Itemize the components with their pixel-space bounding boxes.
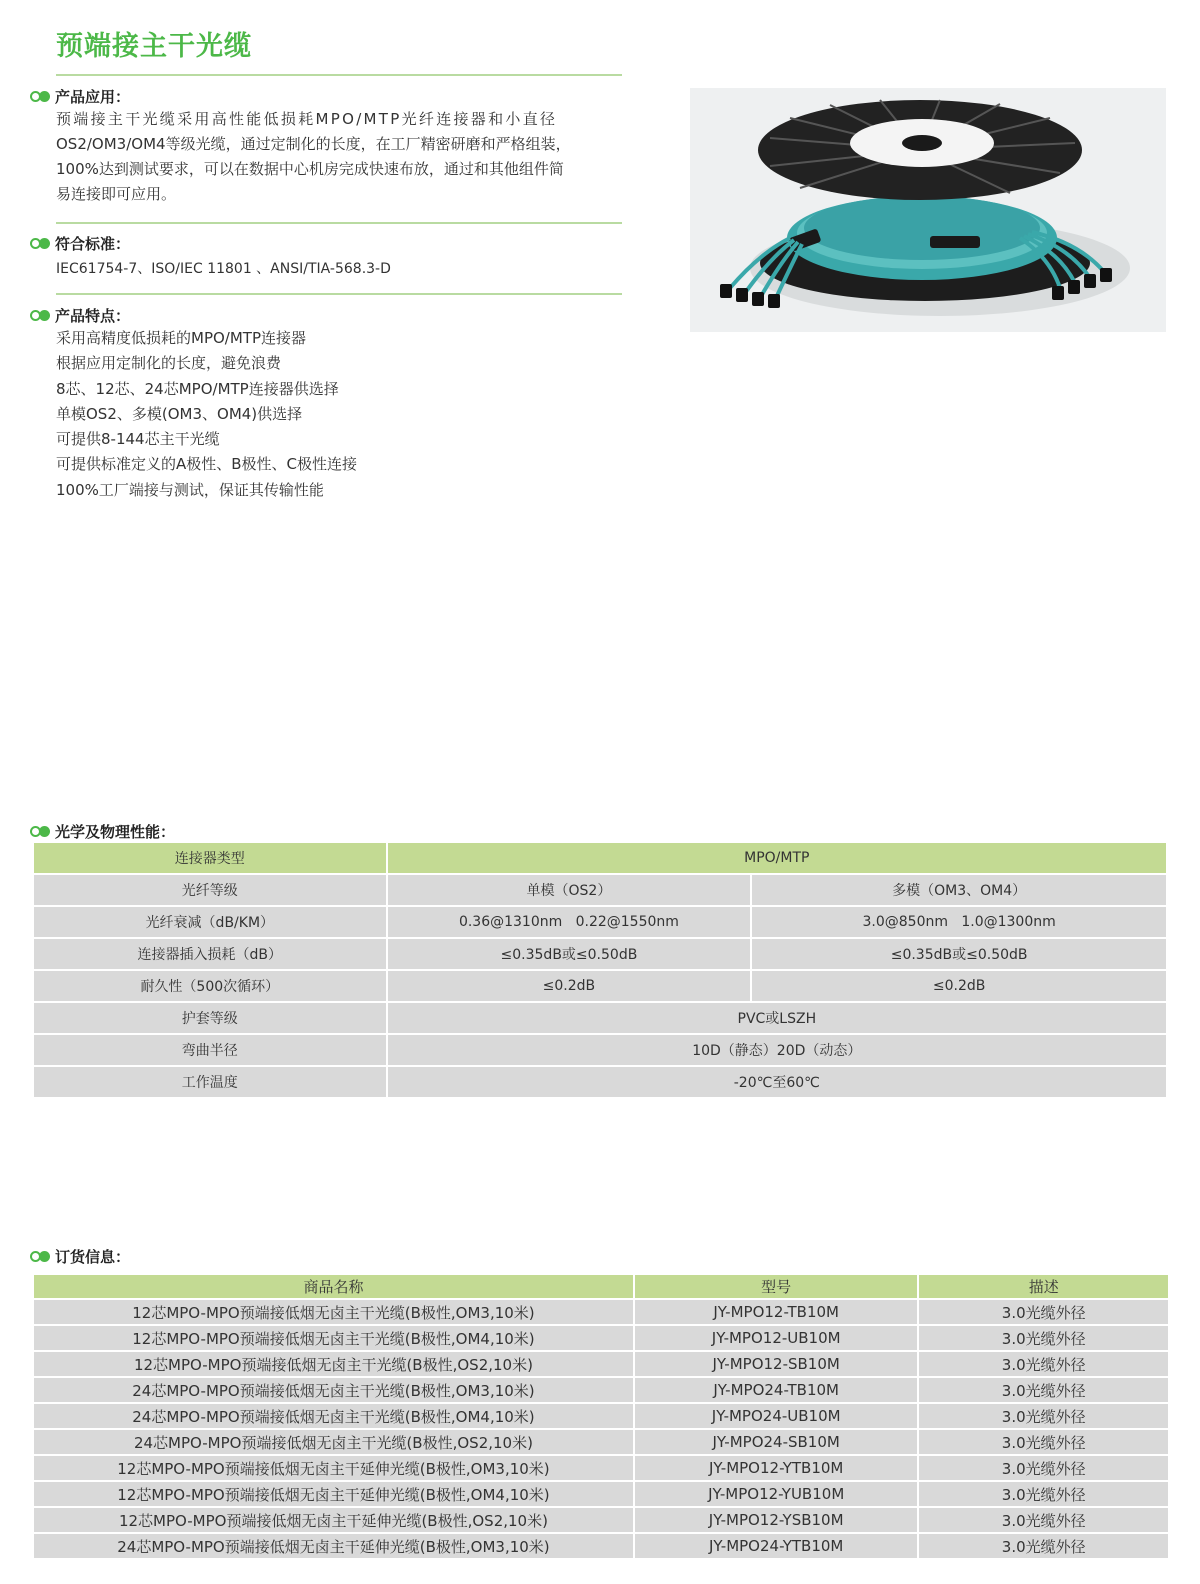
table-row [34,1035,1166,1065]
model-cell: JY-MPO12-SB10M [635,1352,918,1376]
table-cell: 多模（OM3、OM4） [752,875,1166,905]
section-heading-order [30,1246,130,1267]
table-cell: ≤0.35dB或≤0.50dB [752,939,1166,969]
row-label: 弯曲半径 [34,1035,386,1065]
cable-reel-image [690,88,1166,332]
section-heading-performance [30,821,175,842]
table-row [34,1534,1168,1558]
table-row [34,1003,1166,1033]
feature-item: 采用高精度低损耗的MPO/MTP连接器 [56,329,306,347]
table-cell: 10D（静态）20D（动态） [388,1035,1166,1065]
model-cell: JY-MPO12-YUB10M [635,1482,918,1506]
header-cell: 描述 [919,1275,1168,1298]
description-cell: 3.0光缆外径 [919,1352,1168,1376]
description-cell: 3.0光缆外径 [919,1482,1168,1506]
row-label: 连接器插入损耗（dB） [34,939,386,969]
description-cell: 3.0光缆外径 [919,1456,1168,1480]
description-cell: 3.0光缆外径 [919,1326,1168,1350]
feature-item: 根据应用定制化的长度，避免浪费 [56,354,282,373]
row-label: 光纤等级 [34,875,386,905]
divider [56,222,622,224]
feature-item: 单模OS2、多模(OM3、OM4)供选择 [56,404,303,423]
model-cell: JY-MPO12-TB10M [635,1300,918,1324]
table-cell: PVC或LSZH [388,1003,1166,1033]
table-cell: ≤0.2dB [388,971,751,1001]
table-cell: 单模（OS2） [388,875,751,905]
application-line: 预端接主干光缆采用高性能低损耗MPO/MTP光纤连接器和小直径 [56,110,558,128]
section-heading-label: 产品特点： [55,307,131,325]
section-heading-label: 光学及物理性能： [55,823,176,841]
model-cell: JY-MPO24-SB10M [635,1430,918,1454]
table-row [34,1430,1168,1454]
table-row [34,939,1166,969]
feature-item: 8芯、12芯、24芯MPO/MTP连接器供选择 [56,379,339,398]
performance-table [32,841,1168,1099]
description-cell: 3.0光缆外径 [919,1378,1168,1402]
section-heading-standards [30,233,130,254]
feature-item: 100%工厂端接与测试，保证其传输性能 [56,480,324,499]
product-name-cell: 24芯MPO-MPO预端接低烟无卤主干光缆(B极性,OM4,10米) [34,1404,633,1428]
section-heading-label: 符合标准： [55,235,131,253]
table-cell: ≤0.35dB或≤0.50dB [388,939,751,969]
row-label: 护套等级 [34,1003,386,1033]
section-heading-application [30,86,130,107]
model-cell: JY-MPO12-YTB10M [635,1456,918,1480]
model-cell: JY-MPO24-YTB10M [635,1534,918,1558]
divider [56,74,622,76]
product-name-cell: 12芯MPO-MPO预端接低烟无卤主干延伸光缆(B极性,OS2,10米) [34,1508,633,1532]
standards-text: IEC61754-7、ISO/IEC 11801 、ANSI/TIA-568.3-D [56,261,391,277]
model-cell: JY-MPO12-UB10M [635,1326,918,1350]
header-cell: 型号 [635,1275,918,1298]
bullet-dots-icon [30,91,50,102]
section-heading-label: 产品应用： [55,88,131,106]
table-row [34,1352,1168,1376]
description-cell: 3.0光缆外径 [919,1534,1168,1558]
application-text [56,107,636,207]
model-cell: JY-MPO24-UB10M [635,1404,918,1428]
description-cell: 3.0光缆外径 [919,1404,1168,1428]
table-row [34,1508,1168,1532]
table-row [34,1378,1168,1402]
table-row [34,907,1166,937]
application-line: 100%达到测试要求，可以在数据中心机房完成快速布放，通过和其他组件简 [56,160,564,178]
product-name-cell: 12芯MPO-MPO预端接低烟无卤主干光缆(B极性,OS2,10米) [34,1352,633,1376]
section-heading-label: 订货信息： [55,1248,131,1266]
description-cell: 3.0光缆外径 [919,1508,1168,1532]
bullet-dots-icon [30,1251,50,1262]
order-table [32,1273,1170,1560]
table-header-row [34,1275,1168,1298]
header-cell: 商品名称 [34,1275,633,1298]
product-photo [690,88,1166,332]
row-label: 光纤衰减（dB/KM） [34,907,386,937]
bullet-dots-icon [30,238,50,249]
model-cell: JY-MPO12-YSB10M [635,1508,918,1532]
header-cell: 连接器类型 [34,843,386,873]
table-row [34,971,1166,1001]
row-label: 耐久性（500次循环） [34,971,386,1001]
product-name-cell: 24芯MPO-MPO预端接低烟无卤主干光缆(B极性,OS2,10米) [34,1430,633,1454]
header-cell: MPO/MTP [388,843,1166,873]
product-name-cell: 24芯MPO-MPO预端接低烟无卤主干光缆(B极性,OM3,10米) [34,1378,633,1402]
bullet-dots-icon [30,310,50,321]
table-row [34,1482,1168,1506]
product-name-cell: 12芯MPO-MPO预端接低烟无卤主干光缆(B极性,OM4,10米) [34,1326,633,1350]
table-row [34,1456,1168,1480]
divider [56,293,622,295]
table-header-row [34,843,1166,873]
product-name-cell: 12芯MPO-MPO预端接低烟无卤主干延伸光缆(B极性,OM4,10米) [34,1482,633,1506]
model-cell: JY-MPO24-TB10M [635,1378,918,1402]
table-row [34,1326,1168,1350]
feature-item: 可提供8-144芯主干光缆 [56,430,220,449]
product-name-cell: 12芯MPO-MPO预端接低烟无卤主干延伸光缆(B极性,OM3,10米) [34,1456,633,1480]
product-name-cell: 12芯MPO-MPO预端接低烟无卤主干光缆(B极性,OM3,10米) [34,1300,633,1324]
section-heading-features [30,305,130,326]
product-name-cell: 24芯MPO-MPO预端接低烟无卤主干延伸光缆(B极性,OM3,10米) [34,1534,633,1558]
row-label: 工作温度 [34,1067,386,1097]
table-cell: ≤0.2dB [752,971,1166,1001]
table-row [34,1067,1166,1097]
application-line: OS2/OM3/OM4等级光缆，通过定制化的长度，在工厂精密研磨和严格组装， [56,135,571,153]
bullet-dots-icon [30,826,50,837]
description-cell: 3.0光缆外径 [919,1300,1168,1324]
features-list [56,326,357,503]
table-cell: 3.0@850nm 1.0@1300nm [752,907,1166,937]
description-cell: 3.0光缆外径 [919,1430,1168,1454]
page-title: 预端接主干光缆 [56,31,252,62]
table-cell: 0.36@1310nm 0.22@1550nm [388,907,751,937]
table-row [34,875,1166,905]
table-row [34,1300,1168,1324]
application-line: 易连接即可应用。 [56,185,177,203]
table-cell: -20℃至60℃ [388,1067,1166,1097]
feature-item: 可提供标准定义的A极性、B极性、C极性连接 [56,455,358,474]
table-row [34,1404,1168,1428]
